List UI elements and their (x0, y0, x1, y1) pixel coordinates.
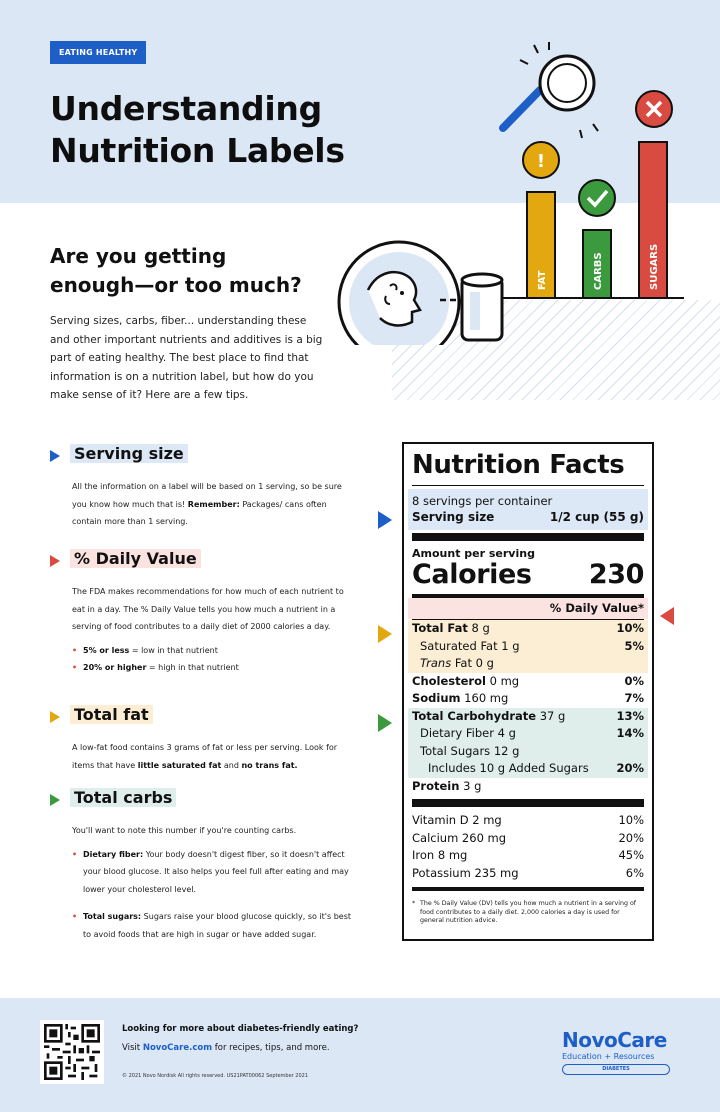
section-title: Total fat (70, 705, 153, 724)
exclamation-icon: ! (536, 151, 546, 172)
triangle-icon (50, 450, 60, 462)
fat-block (408, 620, 648, 673)
list-item: • Dietary fiber: Your body doesn't digest fiber, so it doesn't affect your blood glucose. It also helps you feel full after eating and may lower your cholesterol level. (72, 846, 355, 899)
carbs-text: You'll want to note this number if you're counting carbs. (72, 826, 297, 835)
section-title: % Daily Value (70, 549, 201, 568)
qr-code[interactable] (40, 1020, 104, 1084)
novocare-logo: NovoCare Education + Resources DIABETES (562, 1028, 682, 1075)
nutrient-row: Protein 3 g (412, 778, 482, 793)
serving-block (408, 489, 648, 530)
novocare-link[interactable]: NovoCare.com (142, 1043, 213, 1053)
section-serving-size (50, 444, 355, 531)
daily-value-header: % Daily Value* (408, 598, 648, 620)
intro-heading (50, 242, 302, 300)
footer-visit: Visit NovoCare.com for recipes, tips, and more. (122, 1043, 330, 1053)
nutrient-row: Total Sugars 12 g (420, 743, 520, 758)
nutrient-row: Cholesterol 0 mg 0% (412, 673, 644, 688)
nutrient-row: Sodium 160 mg 7% (412, 691, 644, 705)
nutrition-illustration (330, 35, 700, 345)
triangle-icon (50, 794, 60, 806)
fat-arrow-icon (378, 625, 392, 643)
section-daily-value (50, 549, 355, 677)
daily-value-arrow-icon (660, 607, 674, 625)
section-header (50, 549, 355, 573)
sugars-bar-label: SUGARS (649, 243, 660, 290)
intro-heading-line-2: enough—or too much? (50, 273, 302, 297)
triangle-icon (50, 555, 60, 567)
fat-text: A low-fat food contains 3 grams of fat or less per serving. Look for items that have (72, 743, 338, 770)
section-header (50, 788, 355, 812)
can-icon (462, 274, 502, 340)
section-header (50, 444, 355, 468)
fat-bar (523, 142, 559, 298)
nutrient-row: Total Fat 8 g 10% (412, 621, 644, 635)
intro-heading-line-1: Are you getting (50, 244, 227, 268)
label-footnote: * The % Daily Value (DV) tells you how much a nutrient in a serving of food contributes to a daily diet. 2,000 calories a day is used for general nutrition advice. (412, 900, 644, 926)
title-line-2: Nutrition Labels (50, 131, 345, 170)
nutrient-row: Includes 10 g Added Sugars 20% (428, 761, 644, 775)
vitamin-row: Iron 8 mg 45% (412, 848, 644, 862)
section-total-carbs (50, 788, 355, 943)
carbs-block (408, 708, 648, 778)
daily-value-text: The FDA makes recommendations for how much of each nutrient to eat in a day. The % Daily Value tells you how much a nutrient in a serving of food contributes to a daily diet of 2000 calories a day. (72, 587, 344, 631)
nutrition-facts-label (402, 442, 654, 941)
list-item: • 5% or less = low in that nutrient (72, 642, 355, 660)
section-body: A low-fat food contains 3 grams of fat or less per serving. Look for items that have little saturated fat and no trans fat. (72, 743, 338, 770)
nutrient-row: Saturated Fat 1 g 5% (420, 638, 644, 653)
page-title (50, 88, 345, 172)
list-item: • Total sugars: Sugars raise your blood glucose quickly, so it's best to avoid foods that are high in sugar or have added sugar. (72, 908, 355, 943)
vitamin-row: Vitamin D 2 mg 10% (412, 813, 644, 827)
remember-label: Remember: (187, 499, 240, 509)
footer-question: Looking for more about diabetes-friendly eating? (122, 1024, 359, 1034)
list-item: • 20% or higher = high in that nutrient (72, 659, 355, 677)
section-body (72, 583, 355, 677)
vitamins-block (412, 812, 644, 882)
nutrient-row: Dietary Fiber 4 g 14% (420, 726, 644, 740)
serving-text-a: All the information on a label will be based on 1 serving, so be sure you know how much that is! (72, 482, 342, 509)
section-body (72, 478, 355, 531)
copyright: © 2021 Novo Nordisk All rights reserved. US21PAT00062 September 2021 (122, 1073, 309, 1079)
magnifier-icon (503, 42, 598, 138)
section-title: Serving size (70, 444, 188, 463)
vitamin-row: Potassium 235 mg 6% (412, 865, 644, 880)
nutrient-row: Trans Fat 0 g (420, 656, 494, 670)
nutrient-row: Total Carbohydrate 37 g 13% (412, 708, 644, 723)
section-title: Total carbs (70, 788, 176, 807)
carbs-arrow-icon (378, 714, 392, 732)
category-tag: EATING HEALTHY (50, 41, 146, 64)
section-body (72, 822, 355, 943)
serving-arrow-icon (378, 511, 392, 529)
person-face-icon (339, 242, 459, 345)
vitamin-row: Calcium 260 mg 20% (412, 830, 644, 845)
carbs-bar-label: CARBS (593, 252, 604, 290)
intro-text: Serving sizes, carbs, fiber... understanding these and other important nutrients and additives is a big part of eating healthy. The best place to find that information is on a nutrition label, but how do you make sense of it? Here are a few tips. (50, 315, 323, 401)
sugars-bar (636, 91, 672, 298)
triangle-icon (50, 711, 60, 723)
serving-text-b: Packages/ cans often contain more than 1 serving. (72, 499, 327, 526)
title-line-1: Understanding (50, 89, 322, 128)
qr-code-icon (44, 1024, 100, 1080)
servings-per-container: 8 servings per container (412, 494, 553, 508)
section-total-fat (50, 705, 355, 774)
serving-size-row: Serving size 1/2 cup (55 g) (412, 510, 644, 524)
calories-row: Calories 230 (412, 558, 644, 590)
fat-bar-label: FAT (537, 270, 548, 290)
footer (0, 998, 720, 1112)
amount-per-serving: Amount per serving (412, 546, 535, 560)
carbs-bar (579, 180, 615, 298)
section-header (50, 705, 355, 729)
nutrition-facts-title: Nutrition Facts (412, 450, 625, 480)
